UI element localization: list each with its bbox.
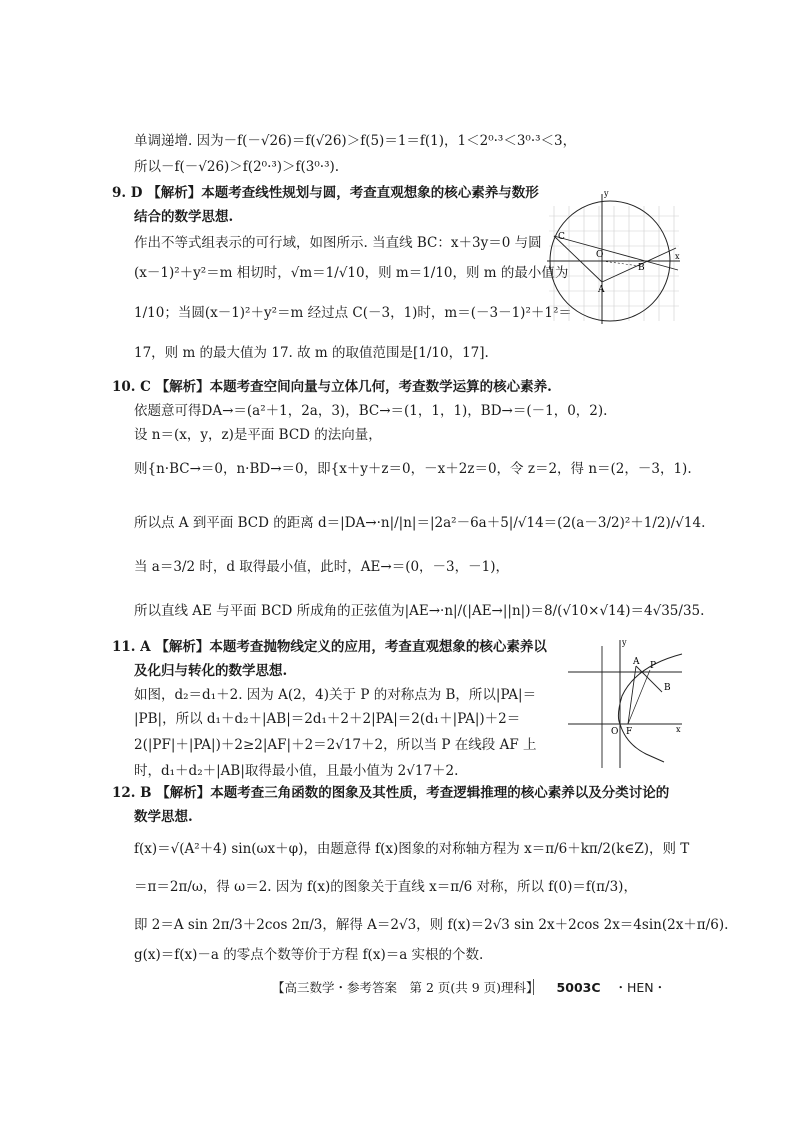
- label-b: B: [638, 263, 645, 273]
- label-a: A: [633, 657, 640, 667]
- text-line: 时，d₁＋d₂＋|AB|取得最小值，且最小值为 2√17＋2.: [134, 763, 459, 779]
- text-line: 数学思想.: [134, 809, 193, 825]
- label-y: y: [604, 189, 609, 198]
- label-a: A: [598, 285, 605, 295]
- text-line: 则{n·BC→＝0，n·BD→＝0，即{x＋y＋z＝0，－x＋2z＝0，令 z＝2，得 n＝(2，－3，1).: [134, 461, 692, 477]
- text-line: 依题意可得DA→＝(a²＋1，2a，3)，BC→＝(1，1，1)，BD→＝(－1，0，2).: [134, 403, 608, 419]
- segment-ab: [636, 666, 662, 692]
- q9-figure: [544, 186, 682, 326]
- text-line: (x－1)²＋y²＝m 相切时，√m＝1/√10，则 m＝1/10，则 m 的最小值为: [134, 265, 569, 281]
- text-line: 17，则 m 的最大值为 17. 故 m 的取值范围是[1/10，17].: [134, 345, 489, 361]
- text-line: 所以－f(－√26)＞f(2⁰·³)＞f(3⁰·³).: [134, 159, 340, 175]
- label-y: y: [622, 638, 627, 647]
- text-line: 如图，d₂＝d₁＋2. 因为 A(2，4)关于 P 的对称点为 B，所以|PA|＝: [134, 687, 537, 703]
- text-line: 2(|PF|＋|PA|)＋2≥2|AF|＋2＝2√17＋2，所以当 P 在线段 AF 上: [134, 737, 537, 753]
- q9-heading: 9. D 【解析】本题考查线性规划与圆，考查直观想象的核心素养与数形: [112, 185, 539, 201]
- footer-title: 【高三数学・参考答案 第 2 页(共 9 页)理科】: [272, 980, 539, 995]
- text-line: 即 2＝A sin 2π/3＋2cos 2π/3，解得 A＝2√3，则 f(x)＝2√3 sin 2x＋2cos 2x＝4sin(2x＋π/6).: [134, 917, 729, 933]
- label-x: x: [675, 252, 680, 261]
- text-line: 设 n＝(x，y，z)是平面 BCD 的法向量，: [134, 427, 382, 443]
- text-line: 所以点 A 到平面 BCD 的距离 d＝|DA→·n|/|n|＝|2a²－6a＋5|/√14＝(2(a－3/2)²＋1/2)/√14.: [134, 515, 706, 531]
- footer-code: 5003C: [556, 980, 601, 995]
- label-x: x: [676, 725, 681, 734]
- label-o: O: [596, 250, 604, 260]
- text-line: 所以直线 AE 与平面 BCD 所成角的正弦值为|AE→·n|/(|AE→||n|)＝8/(√10×√14)＝4√35/35.: [134, 603, 705, 619]
- text-line: f(x)＝√(A²＋4) sin(ωx＋φ)，由题意得 f(x)图象的对称轴方程为 x＝π/6＋kπ/2(k∈Z)，则 T: [134, 841, 690, 857]
- segment-af: [628, 666, 636, 724]
- text-line: 单调递增. 因为－f(－√26)＝f(√26)＞f(5)＝1＝f(1)，1＜2⁰·³＜3⁰·³＜3，: [134, 133, 577, 149]
- text-line: 当 a＝3/2 时，d 取得最小值，此时，AE→＝(0，－3，－1)，: [134, 559, 510, 575]
- q11-heading: 11. A 【解析】本题考查抛物线定义的应用，考查直观想象的核心素养以: [112, 639, 547, 655]
- text-line: 结合的数学思想.: [134, 209, 234, 225]
- q12-heading: 12. B 【解析】本题考查三角函数的图象及其性质，考查逻辑推理的核心素养以及分类讨论的: [112, 785, 670, 801]
- text-line: g(x)＝f(x)－a 的零点个数等价于方程 f(x)＝a 实根的个数.: [134, 947, 484, 963]
- q11-figure: [566, 636, 684, 770]
- line-bc: [554, 236, 678, 270]
- text-line: |PB|，所以 d₁＋d₂＋|AB|＝2d₁＋2＋2|PA|＝2(d₁＋|PA|)＋2＝: [134, 711, 521, 727]
- text-line: 1/10；当圆(x－1)²＋y²＝m 经过点 C(－3，1)时，m＝(－3－1)²＋1²＝: [134, 305, 572, 321]
- label-c: C: [558, 232, 565, 242]
- radius: [602, 261, 640, 266]
- label-b: B: [664, 683, 671, 693]
- text-line: 作出不等式组表示的可行域，如图所示. 当直线 BC：x＋3y＝0 与圆: [134, 235, 542, 251]
- q10-heading: 10. C 【解析】本题考查空间向量与立体几何，考查数学运算的核心素养.: [112, 379, 552, 395]
- footer-tag: ・HEN・: [614, 980, 667, 995]
- label-f: F: [626, 727, 633, 737]
- text-line: ＝π＝2π/ω，得 ω＝2. 因为 f(x)的图象关于直线 x＝π/6 对称，所以 f(0)＝f(π/3)，: [134, 879, 637, 895]
- page-footer: [272, 978, 666, 996]
- label-p: P: [650, 661, 657, 671]
- text-line: 及化归与转化的数学思想.: [134, 663, 288, 679]
- label-o: O: [611, 727, 619, 737]
